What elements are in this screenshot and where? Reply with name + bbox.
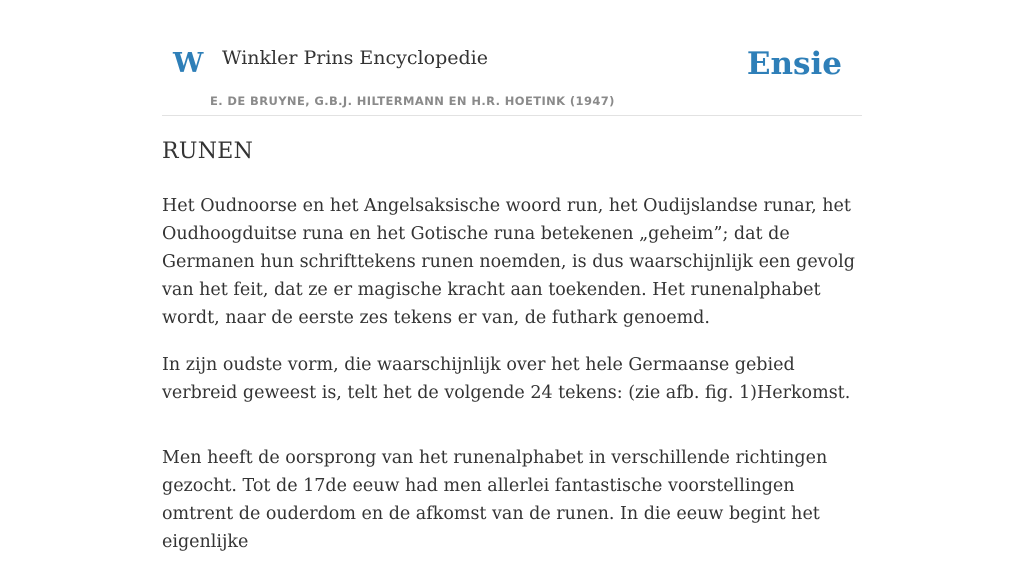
page-header bbox=[162, 30, 862, 116]
source-title[interactable]: Winkler Prins Encyclopedie bbox=[222, 47, 488, 69]
article-paragraph: Het Oudnoorse en het Angelsaksische woord run, het Oudijslandse runar, het Oudhoogduitse runa en het Gotische runa betekenen „geheim”; dat de Germanen hun schrifttekens runen noemden, is dus waarschijnlijk een gevolg van het feit, dat ze er magische kracht aan toekenden. Het runenalphabet wordt, naar de eerste zes tekens er van, de futhark genoemd. bbox=[162, 196, 855, 328]
ensie-brand-link[interactable]: Ensie bbox=[746, 46, 842, 82]
article-paragraph: In zijn oudste vorm, die waarschijnlijk over het hele Germaanse gebied verbreid geweest is, telt het de volgende 24 tekens: (zie afb. fig. 1)Herkomst. bbox=[162, 355, 851, 403]
winkler-prins-logo[interactable]: W bbox=[173, 48, 204, 79]
authors-line: E. DE BRUYNE, G.B.J. HILTERMANN EN H.R. HOETINK (1947) bbox=[210, 94, 615, 108]
article-title: RUNEN bbox=[162, 139, 254, 164]
article-paragraph: Men heeft de oorsprong van het runenalphabet in verschillende richtingen gezocht. Tot de 17de eeuw had men allerlei fantastische voorstellingen omtrent de ouderdom en de afkomst van de runen. In die eeuw begint het eigenlijke bbox=[162, 448, 828, 552]
article-body bbox=[162, 192, 862, 575]
